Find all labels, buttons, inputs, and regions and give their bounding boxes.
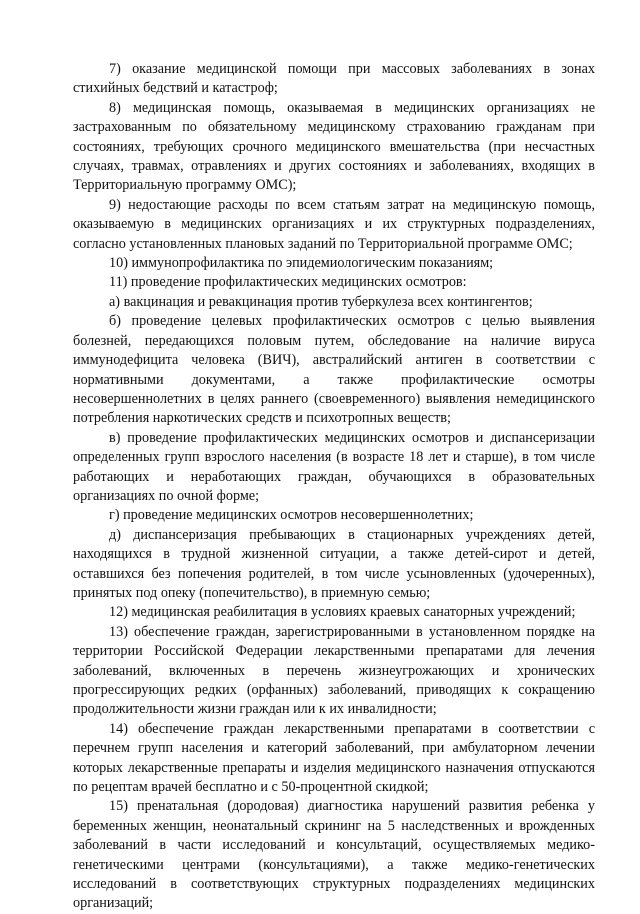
paragraph-9: 9) недостающие расходы по всем статьям затрат на медицинскую помощь, оказываемую в медицинских организациях и их структурных подразделениях, согласно установленных плановых заданий по Территориальной программе ОМС; <box>73 196 595 252</box>
paragraph-11a: а) вакцинация и ревакцинация против туберкулеза всех контингентов; <box>109 293 533 310</box>
paragraph-8: 8) медицинская помощь, оказываемая в медицинских организациях не застрахованным по обязательному медицинскому страхованию гражданам при состояниях, требующих срочного медицинского вмешательства (при несчастных случаях, травмах, отравлениях и других состояниях и заболеваниях, входящих в Территориальную программу ОМС); <box>73 99 595 194</box>
paragraph-13: 13) обеспечение граждан, зарегистрированными в установленном порядке на территории Российской Федерации лекарственными препаратами для лечения заболеваний, включенных в перечень жизнеугрожающих и хронических прогрессирующих редких (орфанных) заболеваний, приводящих к сокращению продолжительности жизни граждан или к их инвалидности; <box>73 623 595 718</box>
paragraph-14: 14) обеспечение граждан лекарственными препаратами в соответствии с перечнем групп населения и категорий заболеваний, при амбулаторном лечении которых лекарственные препараты и изделия медицинского назначения отпускаются по рецептам врачей бесплатно и с 50-процентной скидкой; <box>73 720 595 796</box>
paragraph-10: 10) иммунопрофилактика по эпидемиологическим показаниям; <box>109 255 494 272</box>
paragraph-11d: д) диспансеризация пребывающих в стационарных учреждениях детей, находящихся в трудной жизненной ситуации, а также детей-сирот и детей, оставшихся без попечения родителей, в том числе усыновленных (удочеренных), принятых под опеку (попечительство), в приемную семью; <box>73 526 595 601</box>
paragraph-7: 7) оказание медицинской помощи при массовых заболеваниях в зонах стихийных бедствий и катастроф; <box>73 61 595 97</box>
document-page <box>73 60 595 914</box>
paragraph-11b: б) проведение целевых профилактических осмотров с целью выявления болезней, передающихся половым путем, обследование на наличие вируса иммунодефицита человека (ВИЧ), австралийский антиген в соответствии с нормативными документами, а также профилактические осмотры несовершеннолетних в целях раннего (своевременного) выявления немедицинского потребления наркотических средств и психотропных веществ; <box>73 313 595 427</box>
paragraph-15: 15) пренатальная (дородовая) диагностика нарушений развития ребенка у беременных женщин, неонатальный скрининг на 5 наследственных и врожденных заболеваний в части исследований и консультаций, осуществляемых медико-генетическими центрами (консультациями), а также медико-генетических исследований в соответствующих структурных подразделениях медицинских организаций; <box>73 798 595 912</box>
paragraph-11g: г) проведение медицинских осмотров несовершеннолетних; <box>109 507 474 524</box>
paragraph-11: 11) проведение профилактических медицинских осмотров: <box>109 274 467 291</box>
paragraph-11v: в) проведение профилактических медицинских осмотров и диспансеризации определенных групп взрослого населения (в возрасте 18 лет и старше), в том числе работающих и неработающих граждан, обучающихся в образовательных организациях по очной форме; <box>73 429 595 504</box>
paragraph-12: 12) медицинская реабилитация в условиях краевых санаторных учреждений; <box>109 604 576 621</box>
